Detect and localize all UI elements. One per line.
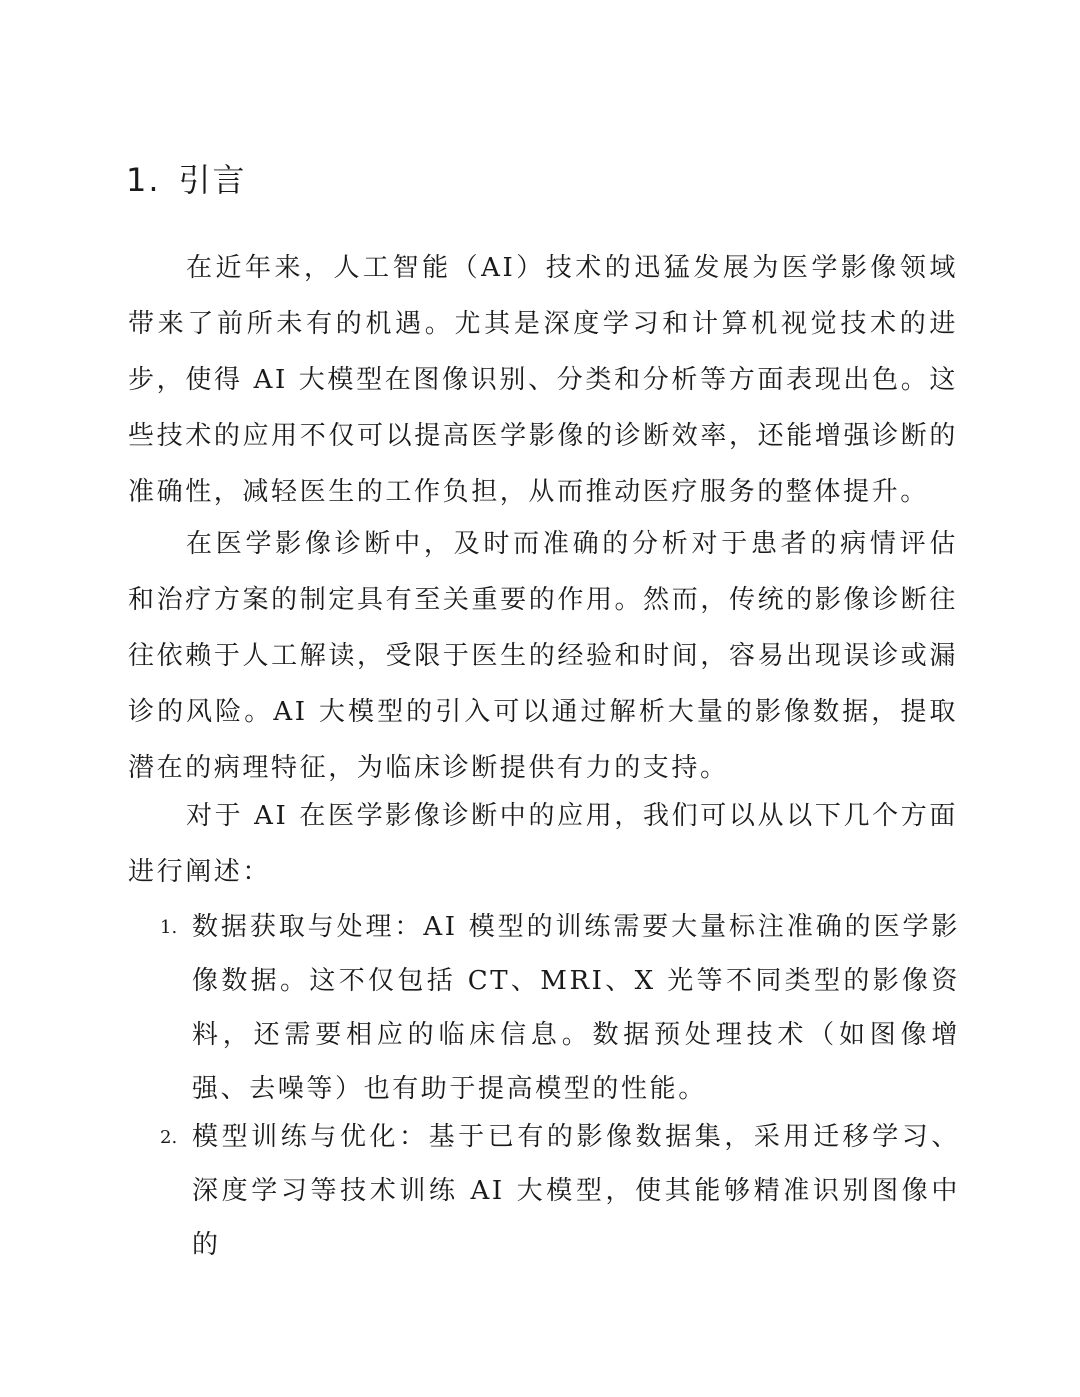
section-number: 1. <box>126 161 161 199</box>
paragraph-applications-lead: 对于 AI 在医学影像诊断中的应用，我们可以从以下几个方面进行阐述： <box>128 801 958 887</box>
list-item-body <box>192 1110 960 1272</box>
paragraph-diagnosis: 在医学影像诊断中，及时而准确的分析对于患者的病情评估和治疗方案的制定具有至关重要的作用。然而，传统的影像诊断往往依赖于人工解读，受限于医生的经验和时间，容易出现误诊或漏诊的风险。AI 大模型的引入可以通过解析大量的影像数据，提取潜在的病理特征，为临床诊断提供有力的支持。 <box>128 529 958 783</box>
list-item-text: AI 模型的训练需要大量标注准确的医学影像数据。这不仅包括 CT、MRI、X 光等不同类型的影像资料，还需要相应的临床信息。数据预处理技术（如图像增强、去噪等）也有助于提高模型的性能。 <box>192 912 960 1104</box>
list-item <box>160 1110 960 1272</box>
list-item-text: 基于已有的影像数据集，采用迁移学习、深度学习等技术训练 AI 大模型，使其能够精准识别图像中的 <box>192 1122 960 1260</box>
paragraph-intro: 在近年来，人工智能（AI）技术的迅猛发展为医学影像领域带来了前所未有的机遇。尤其是深度学习和计算机视觉技术的进步，使得 AI 大模型在图像识别、分类和分析等方面表现出色。这些技术的应用不仅可以提高医学影像的诊断效率，还能增强诊断的准确性，减轻医生的工作负担，从而推动医疗服务的整体提升。 <box>128 253 958 507</box>
section-title: 引言 <box>178 161 247 199</box>
list-item-number: 2. <box>160 1127 178 1148</box>
list-item-number: 1. <box>160 917 178 938</box>
list-item-body <box>192 900 960 1116</box>
section-heading <box>126 158 247 202</box>
list-item-term: 模型训练与优化： <box>192 1122 429 1152</box>
list-item-term: 数据获取与处理： <box>192 912 424 942</box>
list-item <box>160 900 960 1116</box>
